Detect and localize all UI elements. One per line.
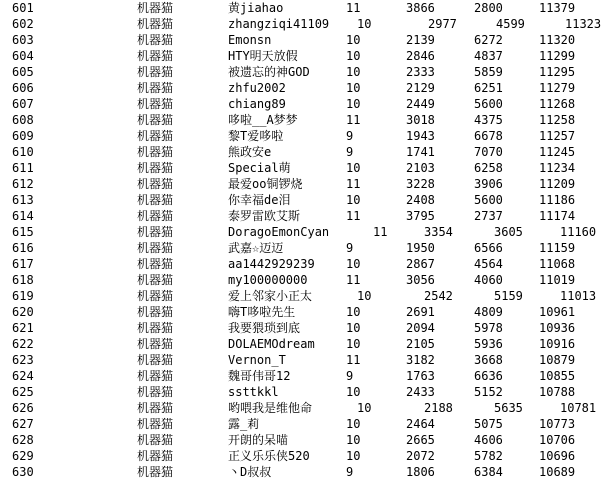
level-cell: 11: [346, 353, 361, 367]
stat-a-cell: 2542: [424, 289, 453, 303]
level-cell: 9: [346, 465, 354, 479]
rank-cell: 618: [12, 273, 34, 287]
stat-a-cell: 2129: [406, 81, 435, 95]
rank-cell: 612: [12, 177, 34, 191]
total-cell: 11068: [539, 257, 576, 271]
stat-b-cell: 3668: [474, 353, 503, 367]
stat-b-cell: 6384: [474, 465, 503, 479]
total-cell: 11268: [539, 97, 576, 111]
table-row: [0, 272, 610, 288]
rank-cell: 607: [12, 97, 34, 111]
table-row: [0, 288, 610, 304]
stat-b-cell: 6566: [474, 241, 503, 255]
table-row: [0, 320, 610, 336]
name-cell: 熊政安e: [228, 145, 272, 159]
table-row: [0, 160, 610, 176]
rank-cell: 624: [12, 369, 34, 383]
table-row: [0, 0, 610, 16]
stat-a-cell: 2846: [406, 49, 435, 63]
total-cell: 10788: [539, 385, 576, 399]
group-cell: 机器猫: [137, 17, 174, 31]
level-cell: 10: [346, 337, 361, 351]
level-cell: 10: [346, 97, 361, 111]
level-cell: 10: [346, 161, 361, 175]
group-cell: 机器猫: [137, 289, 174, 303]
rank-cell: 625: [12, 385, 34, 399]
stat-b-cell: 5936: [474, 337, 503, 351]
table-row: [0, 144, 610, 160]
name-cell: 被遗忘的神GOD: [228, 65, 310, 79]
group-cell: 机器猫: [137, 97, 174, 111]
group-cell: 机器猫: [137, 369, 174, 383]
total-cell: 10855: [539, 369, 576, 383]
total-cell: 10696: [539, 449, 576, 463]
group-cell: 机器猫: [137, 321, 174, 335]
total-cell: 11279: [539, 81, 576, 95]
stat-a-cell: 2188: [424, 401, 453, 415]
stat-b-cell: 5075: [474, 417, 503, 431]
table-row: [0, 448, 610, 464]
name-cell: 正义乐乐侠520: [228, 449, 310, 463]
rank-cell: 621: [12, 321, 34, 335]
stat-b-cell: 4599: [496, 17, 525, 31]
stat-b-cell: 5782: [474, 449, 503, 463]
total-cell: 10916: [539, 337, 576, 351]
total-cell: 11379: [539, 1, 576, 15]
name-cell: 魏哥伟哥12: [228, 369, 291, 383]
total-cell: 10879: [539, 353, 576, 367]
stat-a-cell: 2072: [406, 449, 435, 463]
stat-b-cell: 2737: [474, 209, 503, 223]
stat-b-cell: 7070: [474, 145, 503, 159]
total-cell: 10961: [539, 305, 576, 319]
name-cell: 你幸福de泪: [228, 193, 291, 207]
total-cell: 11257: [539, 129, 576, 143]
rank-cell: 628: [12, 433, 34, 447]
level-cell: 10: [346, 33, 361, 47]
group-cell: 机器猫: [137, 401, 174, 415]
level-cell: 10: [346, 193, 361, 207]
rank-cell: 603: [12, 33, 34, 47]
group-cell: 机器猫: [137, 129, 174, 143]
stat-a-cell: 3795: [406, 209, 435, 223]
rank-cell: 620: [12, 305, 34, 319]
stat-a-cell: 2665: [406, 433, 435, 447]
name-cell: 黄jiahao: [228, 1, 284, 15]
level-cell: 10: [357, 401, 372, 415]
table-row: [0, 400, 610, 416]
level-cell: 11: [346, 113, 361, 127]
total-cell: 11234: [539, 161, 576, 175]
level-cell: 10: [346, 433, 361, 447]
level-cell: 11: [346, 209, 361, 223]
stat-b-cell: 5600: [474, 193, 503, 207]
total-cell: 10936: [539, 321, 576, 335]
name-cell: 露_莉: [228, 417, 260, 431]
stat-a-cell: 3228: [406, 177, 435, 191]
table-row: [0, 64, 610, 80]
stat-a-cell: 2408: [406, 193, 435, 207]
table-row: [0, 240, 610, 256]
name-cell: 哟喂我是维他命: [228, 401, 313, 415]
name-cell: DoragoEmonCyan: [228, 225, 330, 239]
stat-a-cell: 2867: [406, 257, 435, 271]
group-cell: 机器猫: [137, 353, 174, 367]
table-row: [0, 384, 610, 400]
total-cell: 11160: [560, 225, 597, 239]
table-row: [0, 192, 610, 208]
stat-b-cell: 4060: [474, 273, 503, 287]
group-cell: 机器猫: [137, 145, 174, 159]
level-cell: 10: [346, 305, 361, 319]
stat-a-cell: 3056: [406, 273, 435, 287]
rank-cell: 615: [12, 225, 34, 239]
total-cell: 11013: [560, 289, 597, 303]
total-cell: 11159: [539, 241, 576, 255]
table-row: [0, 32, 610, 48]
name-cell: DOLAEMOdream: [228, 337, 315, 351]
table-row: [0, 256, 610, 272]
stat-a-cell: 3018: [406, 113, 435, 127]
stat-a-cell: 2449: [406, 97, 435, 111]
rank-cell: 613: [12, 193, 34, 207]
group-cell: 机器猫: [137, 337, 174, 351]
table-row: [0, 128, 610, 144]
total-cell: 10706: [539, 433, 576, 447]
group-cell: 机器猫: [137, 225, 174, 239]
group-cell: 机器猫: [137, 273, 174, 287]
stat-b-cell: 5978: [474, 321, 503, 335]
stat-b-cell: 4564: [474, 257, 503, 271]
table-row: [0, 464, 610, 480]
stat-b-cell: 2800: [474, 1, 503, 15]
name-cell: Vernon_T: [228, 353, 286, 367]
level-cell: 10: [346, 417, 361, 431]
group-cell: 机器猫: [137, 1, 174, 15]
level-cell: 11: [346, 273, 361, 287]
table-row: [0, 304, 610, 320]
name-cell: 丶D叔叔: [228, 465, 272, 479]
stat-b-cell: 5159: [494, 289, 523, 303]
stat-a-cell: 2094: [406, 321, 435, 335]
level-cell: 10: [346, 257, 361, 271]
rank-cell: 608: [12, 113, 34, 127]
level-cell: 10: [346, 449, 361, 463]
name-cell: aa1442929239: [228, 257, 315, 271]
total-cell: 11295: [539, 65, 576, 79]
rank-cell: 609: [12, 129, 34, 143]
stat-b-cell: 5859: [474, 65, 503, 79]
rank-cell: 627: [12, 417, 34, 431]
rank-cell: 630: [12, 465, 34, 479]
name-cell: Emonsn: [228, 33, 272, 47]
group-cell: 机器猫: [137, 49, 174, 63]
stat-a-cell: 1741: [406, 145, 435, 159]
level-cell: 9: [346, 145, 354, 159]
rank-cell: 605: [12, 65, 34, 79]
name-cell: 黎T爱哆啦: [228, 129, 284, 143]
total-cell: 10773: [539, 417, 576, 431]
table-row: [0, 16, 610, 32]
stat-a-cell: 1806: [406, 465, 435, 479]
name-cell: zhfu2002: [228, 81, 286, 95]
name-cell: my100000000: [228, 273, 308, 287]
name-cell: 爱上邻家小正太: [228, 289, 313, 303]
stat-b-cell: 6678: [474, 129, 503, 143]
rank-cell: 610: [12, 145, 34, 159]
total-cell: 10689: [539, 465, 576, 479]
name-cell: 武嘉☆迈迈: [228, 241, 284, 255]
total-cell: 11186: [539, 193, 576, 207]
level-cell: 11: [373, 225, 388, 239]
group-cell: 机器猫: [137, 433, 174, 447]
stat-b-cell: 6258: [474, 161, 503, 175]
group-cell: 机器猫: [137, 177, 174, 191]
table-row: [0, 416, 610, 432]
name-cell: 哆啦__A梦梦: [228, 113, 298, 127]
table-row: [0, 176, 610, 192]
name-cell: 开朗的呆喵: [228, 433, 289, 447]
stat-b-cell: 3605: [494, 225, 523, 239]
stat-b-cell: 6272: [474, 33, 503, 47]
table-row: [0, 112, 610, 128]
name-cell: 嗨T哆啦先生: [228, 305, 296, 319]
total-cell: 11245: [539, 145, 576, 159]
stat-b-cell: 5600: [474, 97, 503, 111]
level-cell: 10: [357, 289, 372, 303]
level-cell: 10: [346, 49, 361, 63]
group-cell: 机器猫: [137, 465, 174, 479]
stat-a-cell: 2691: [406, 305, 435, 319]
stat-a-cell: 2464: [406, 417, 435, 431]
stat-b-cell: 4375: [474, 113, 503, 127]
group-cell: 机器猫: [137, 113, 174, 127]
table-row: [0, 48, 610, 64]
group-cell: 机器猫: [137, 241, 174, 255]
stat-a-cell: 3182: [406, 353, 435, 367]
rank-cell: 616: [12, 241, 34, 255]
stat-a-cell: 2333: [406, 65, 435, 79]
level-cell: 10: [346, 321, 361, 335]
level-cell: 10: [346, 81, 361, 95]
table-row: [0, 224, 610, 240]
stat-b-cell: 5635: [494, 401, 523, 415]
stat-a-cell: 2103: [406, 161, 435, 175]
stat-a-cell: 1950: [406, 241, 435, 255]
stat-b-cell: 6251: [474, 81, 503, 95]
stat-a-cell: 1763: [406, 369, 435, 383]
stat-b-cell: 5152: [474, 385, 503, 399]
rank-cell: 629: [12, 449, 34, 463]
stat-b-cell: 4809: [474, 305, 503, 319]
level-cell: 9: [346, 369, 354, 383]
group-cell: 机器猫: [137, 81, 174, 95]
level-cell: 10: [346, 385, 361, 399]
level-cell: 9: [346, 241, 354, 255]
total-cell: 11209: [539, 177, 576, 191]
stat-a-cell: 2139: [406, 33, 435, 47]
level-cell: 10: [346, 65, 361, 79]
name-cell: chiang89: [228, 97, 286, 111]
group-cell: 机器猫: [137, 209, 174, 223]
table-row: [0, 352, 610, 368]
stat-a-cell: 1943: [406, 129, 435, 143]
level-cell: 10: [357, 17, 372, 31]
table-row: [0, 432, 610, 448]
total-cell: 11174: [539, 209, 576, 223]
total-cell: 11258: [539, 113, 576, 127]
group-cell: 机器猫: [137, 449, 174, 463]
rank-cell: 602: [12, 17, 34, 31]
rank-cell: 619: [12, 289, 34, 303]
name-cell: 我要猥琐到底: [228, 321, 301, 335]
stat-b-cell: 4606: [474, 433, 503, 447]
total-cell: 11019: [539, 273, 576, 287]
name-cell: 泰罗雷欧艾斯: [228, 209, 301, 223]
stat-b-cell: 4837: [474, 49, 503, 63]
table-row: [0, 208, 610, 224]
rank-cell: 604: [12, 49, 34, 63]
stat-b-cell: 3906: [474, 177, 503, 191]
group-cell: 机器猫: [137, 385, 174, 399]
rank-cell: 611: [12, 161, 34, 175]
level-cell: 9: [346, 129, 354, 143]
stat-a-cell: 3354: [424, 225, 453, 239]
stat-a-cell: 3866: [406, 1, 435, 15]
rank-cell: 617: [12, 257, 34, 271]
group-cell: 机器猫: [137, 161, 174, 175]
rank-cell: 614: [12, 209, 34, 223]
name-cell: zhangziqi41109: [228, 17, 330, 31]
stat-a-cell: 2977: [428, 17, 457, 31]
name-cell: ssttkkl: [228, 385, 279, 399]
stat-a-cell: 2105: [406, 337, 435, 351]
rank-cell: 623: [12, 353, 34, 367]
level-cell: 11: [346, 177, 361, 191]
group-cell: 机器猫: [137, 257, 174, 271]
total-cell: 11320: [539, 33, 576, 47]
rank-cell: 626: [12, 401, 34, 415]
name-cell: HTY明天放假: [228, 49, 298, 63]
group-cell: 机器猫: [137, 33, 174, 47]
stat-b-cell: 6636: [474, 369, 503, 383]
rank-cell: 622: [12, 337, 34, 351]
name-cell: 最爱oo铜锣烧: [228, 177, 303, 191]
rank-cell: 606: [12, 81, 34, 95]
table-row: [0, 96, 610, 112]
group-cell: 机器猫: [137, 305, 174, 319]
table-row: [0, 368, 610, 384]
group-cell: 机器猫: [137, 193, 174, 207]
table-row: [0, 80, 610, 96]
total-cell: 10781: [560, 401, 597, 415]
group-cell: 机器猫: [137, 417, 174, 431]
level-cell: 11: [346, 1, 361, 15]
total-cell: 11299: [539, 49, 576, 63]
rank-cell: 601: [12, 1, 34, 15]
table-row: [0, 336, 610, 352]
stat-a-cell: 2433: [406, 385, 435, 399]
total-cell: 11323: [565, 17, 602, 31]
group-cell: 机器猫: [137, 65, 174, 79]
name-cell: Special萌: [228, 161, 291, 175]
